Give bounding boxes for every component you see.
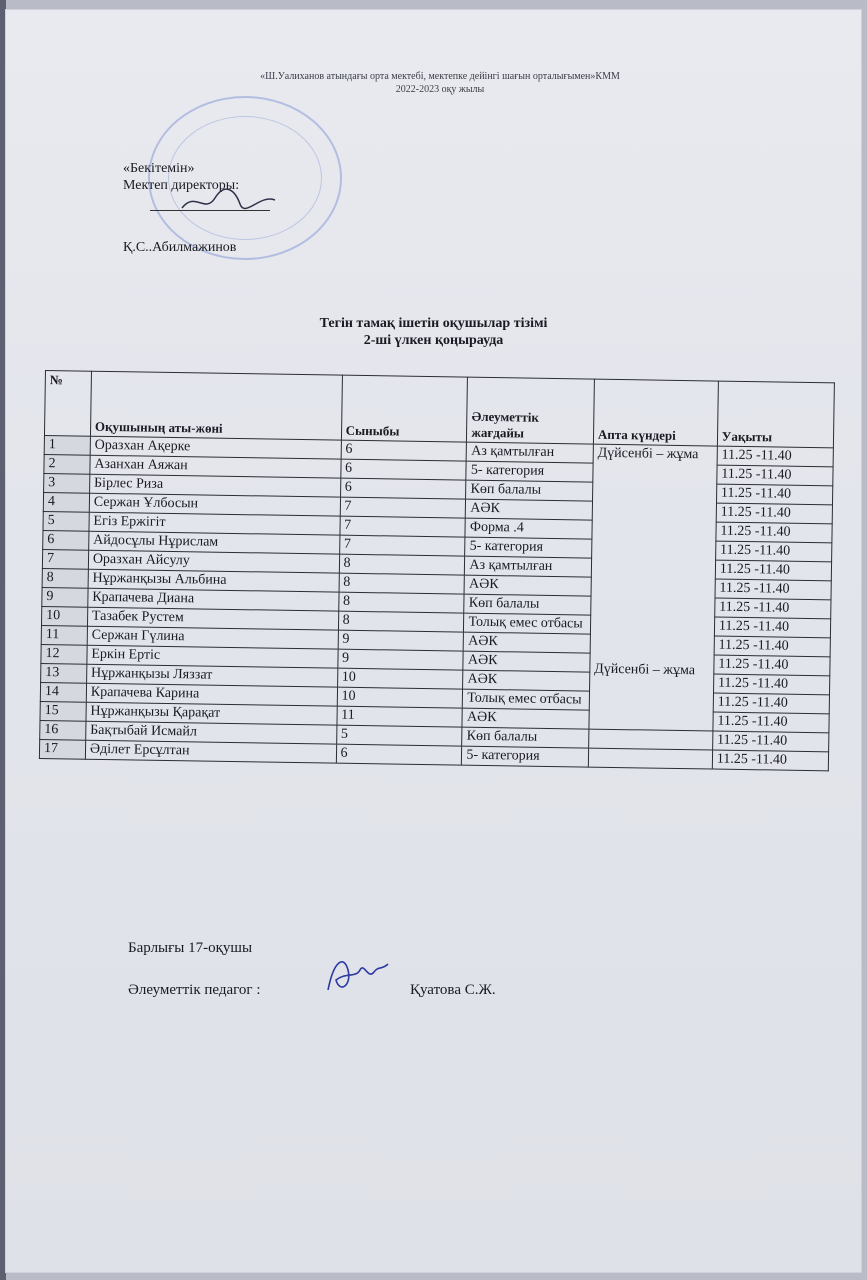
school-year: 2022-2023 оқу жылы — [395, 84, 485, 95]
cell-class: 11 — [337, 706, 463, 727]
cell-time: 11.25 -11.40 — [715, 541, 831, 562]
cell-name: Нұржанқызы Ляззат — [86, 664, 337, 687]
cell-class: 8 — [338, 592, 464, 613]
cell-num: 9 — [42, 587, 88, 607]
cell-days-empty — [588, 729, 712, 750]
cell-name: Нұржанқызы Альбина — [88, 569, 339, 592]
pedagogue-label: Әлеуметтік педагог : — [128, 982, 261, 998]
cell-name: Сержан Гүлина — [87, 626, 338, 649]
director-signature — [180, 186, 280, 216]
cell-name: Егіз Ержігіт — [89, 512, 340, 535]
cell-class: 8 — [338, 611, 464, 632]
cell-social: АӘК — [464, 632, 591, 653]
cell-name: Бірлес Риза — [89, 474, 340, 497]
signature-line — [150, 210, 270, 211]
title-line-1: Тегін тамақ ішетін оқушылар тізімі — [319, 316, 548, 331]
approval-position: Мектеп директоры: — [123, 178, 240, 193]
cell-social: АӘК — [464, 575, 591, 596]
cell-social: 5- категория — [465, 537, 592, 558]
cell-time: 11.25 -11.40 — [715, 598, 831, 619]
cell-time: 11.25 -11.40 — [717, 446, 833, 467]
cell-time: 11.25 -11.40 — [717, 465, 833, 486]
cell-name: Нұржанқызы Қарақат — [86, 702, 337, 725]
cell-class: 7 — [340, 516, 466, 537]
approval-label: «Бекітемін» — [123, 161, 195, 176]
cell-time: 11.25 -11.40 — [716, 484, 832, 505]
cell-social: 5- категория — [462, 746, 589, 767]
days-value-2: Дүйсенбі – жұма — [594, 661, 696, 679]
cell-name: Крапачева Карина — [86, 683, 337, 706]
header-class: Сыныбы — [341, 375, 468, 442]
cell-time: 11.25 -11.40 — [712, 750, 828, 771]
cell-name: Азанхан Аяжан — [90, 455, 341, 478]
header-name: Оқушының аты-жөні — [90, 371, 342, 440]
table-body — [39, 435, 833, 770]
cell-name: Сержан Ұлбосын — [89, 493, 340, 516]
cell-num: 7 — [42, 549, 88, 569]
cell-time: 11.25 -11.40 — [712, 731, 828, 752]
cell-social: Толық емес отбасы — [463, 689, 590, 710]
cell-name: Әділет Ерсұлтан — [85, 740, 336, 763]
cell-num: 16 — [40, 720, 86, 740]
cell-social: Толық емес отбасы — [464, 613, 591, 634]
cell-time: 11.25 -11.40 — [716, 522, 832, 543]
cell-name: Еркін Ертіс — [87, 645, 338, 668]
school-header — [100, 70, 780, 96]
header-time: Уақыты — [717, 381, 834, 448]
cell-days-empty — [588, 748, 712, 769]
cell-name: Бақтыбай Исмайл — [86, 721, 337, 744]
cell-num: 3 — [44, 473, 90, 493]
cell-social: Аз қамтылған — [465, 556, 592, 577]
cell-social: 5- категория — [466, 461, 593, 482]
cell-num: 14 — [40, 682, 86, 702]
cell-class: 10 — [337, 687, 463, 708]
cell-num: 8 — [42, 568, 88, 588]
cell-num: 11 — [41, 625, 87, 645]
cell-class: 6 — [341, 440, 467, 461]
pedagogue-name: Қуатова С.Ж. — [410, 982, 496, 998]
cell-class: 9 — [337, 649, 463, 670]
school-name: «Ш.Уалиханов атындағы орта мектебі, мектепке дейінгі шағын орталығымен»КММ — [260, 71, 620, 82]
cell-num: 12 — [41, 644, 87, 664]
cell-time: 11.25 -11.40 — [714, 655, 830, 676]
cell-class: 6 — [340, 459, 466, 480]
cell-class: 7 — [339, 535, 465, 556]
cell-class: 6 — [336, 744, 462, 765]
cell-num: 5 — [43, 511, 89, 531]
cell-social: АӘК — [463, 670, 590, 691]
cell-social: АӘК — [462, 708, 589, 729]
director-name: Қ.С..Абилмажинов — [123, 240, 237, 255]
cell-num: 15 — [40, 701, 86, 721]
cell-time: 11.25 -11.40 — [713, 674, 829, 695]
table-header-row — [44, 371, 834, 448]
cell-time: 11.25 -11.40 — [713, 693, 829, 714]
cell-num: 1 — [44, 435, 90, 455]
cell-social: Аз қамтылған — [467, 442, 594, 463]
header-social: Әлеуметтік жағдайы — [467, 377, 594, 444]
cell-name: Оразхан Айсулу — [88, 550, 339, 573]
cell-name: Оразхан Ақерке — [90, 436, 341, 459]
cell-name: Айдосұлы Нұрислам — [89, 531, 340, 554]
cell-time: 11.25 -11.40 — [715, 579, 831, 600]
cell-name: Тазабек Рустем — [87, 607, 338, 630]
cell-social: Көп балалы — [462, 727, 589, 748]
total-count: Барлығы 17-оқушы — [128, 940, 253, 956]
cell-class: 6 — [340, 478, 466, 499]
cell-class: 5 — [336, 725, 462, 746]
cell-num: 6 — [43, 530, 89, 550]
cell-name: Крапачева Диана — [88, 588, 339, 611]
header-num: № — [44, 371, 91, 437]
cell-days-merged — [589, 444, 717, 731]
cell-social: АӘК — [466, 499, 593, 520]
cell-num: 13 — [41, 663, 87, 683]
cell-social: Көп балалы — [466, 480, 593, 501]
cell-time: 11.25 -11.40 — [714, 636, 830, 657]
cell-time: 11.25 -11.40 — [715, 560, 831, 581]
students-table — [39, 370, 835, 771]
cell-class: 8 — [339, 573, 465, 594]
cell-social: Форма .4 — [465, 518, 592, 539]
cell-social: АӘК — [463, 651, 590, 672]
cell-time: 11.25 -11.40 — [714, 617, 830, 638]
pedagogue-signature — [322, 950, 392, 1000]
cell-class: 9 — [338, 630, 464, 651]
cell-num: 4 — [43, 492, 89, 512]
document-title — [0, 315, 867, 349]
header-days: Апта күндері — [593, 379, 718, 446]
days-value-1: Дүйсенбі – жұма — [597, 445, 699, 463]
cell-class: 7 — [340, 497, 466, 518]
cell-num: 10 — [41, 606, 87, 626]
cell-class: 8 — [339, 554, 465, 575]
cell-time: 11.25 -11.40 — [716, 503, 832, 524]
title-line-2: 2-ші үлкен қоңырауда — [363, 333, 504, 348]
cell-num: 17 — [39, 739, 85, 759]
cell-social: Көп балалы — [464, 594, 591, 615]
cell-num: 2 — [44, 454, 90, 474]
cell-time: 11.25 -11.40 — [713, 712, 829, 733]
cell-class: 10 — [337, 668, 463, 689]
